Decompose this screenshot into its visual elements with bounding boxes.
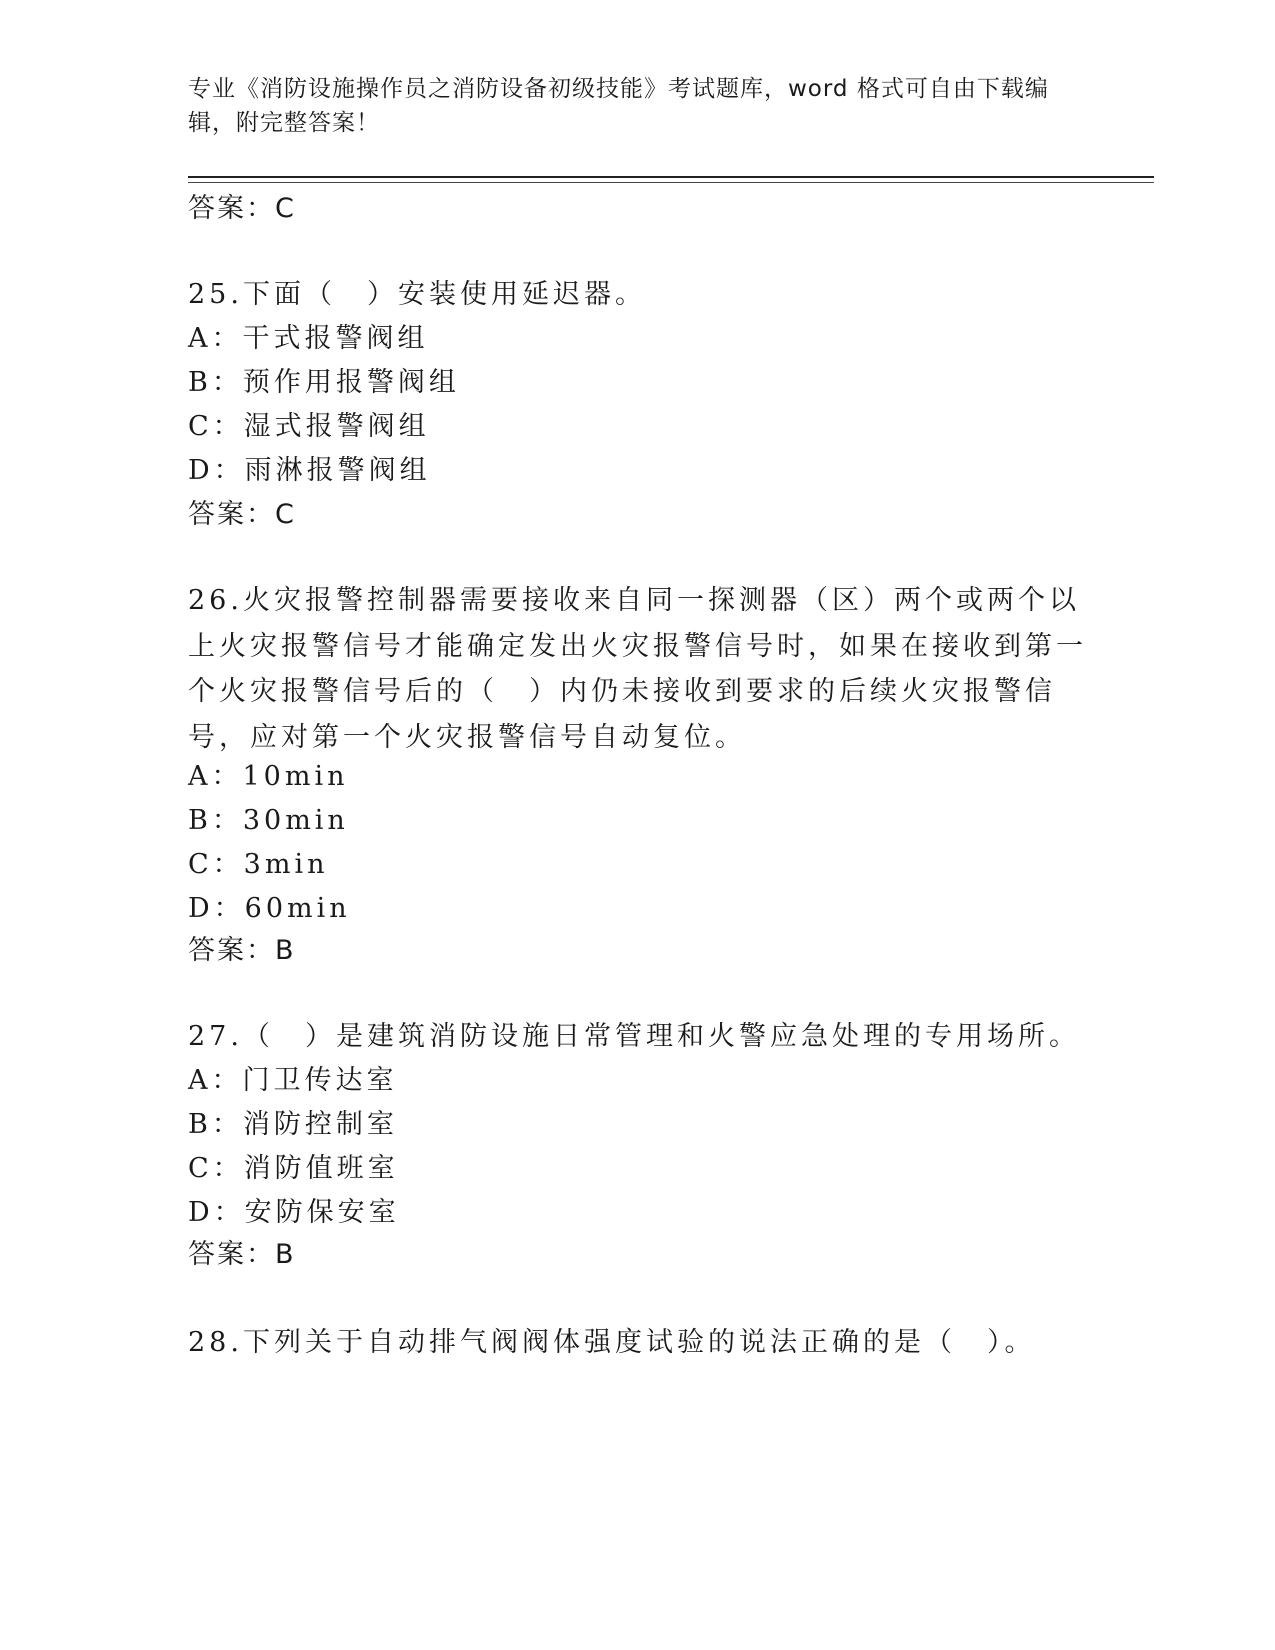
q26-option-b: B：30min bbox=[188, 805, 349, 836]
q27-option-b: B：消防控制室 bbox=[188, 1109, 398, 1140]
q27-option-c: C：消防值班室 bbox=[188, 1153, 399, 1184]
q25-option-c: C：湿式报警阀组 bbox=[188, 411, 430, 442]
question-25: 25.下面（ ）安装使用延迟器。 bbox=[188, 279, 646, 310]
q27-option-d: D：安防保安室 bbox=[188, 1197, 400, 1228]
header-divider-thin bbox=[188, 182, 1154, 183]
question-26: 26.火灾报警控制器需要接收来自同一探测器（区）两个或两个以上火灾报警信号才能确定发出火灾报警信号时，如果在接收到第一个火灾报警信号后的（ ）内仍未接收到要求的后续火灾报警信号，应对第一个火灾报警信号自动复位。 bbox=[188, 585, 1087, 753]
q25-option-b: B：预作用报警阀组 bbox=[188, 367, 460, 398]
q26-answer: 答案：B bbox=[188, 935, 296, 966]
header-divider bbox=[188, 176, 1154, 178]
q25-option-a: A：干式报警阀组 bbox=[188, 323, 429, 354]
question-28: 28.下列关于自动排气阀阀体强度试验的说法正确的是（ ）。 bbox=[188, 1327, 1036, 1358]
answer-24: 答案：C bbox=[188, 193, 296, 224]
q25-answer: 答案：C bbox=[188, 499, 296, 530]
q25-option-d: D：雨淋报警阀组 bbox=[188, 455, 431, 486]
q27-answer: 答案：B bbox=[188, 1239, 296, 1270]
q26-option-a: A：10min bbox=[188, 761, 349, 792]
q26-option-c: C：3min bbox=[188, 849, 329, 880]
page-header: 专业《消防设施操作员之消防设备初级技能》考试题库，word 格式可自由下载编辑，附完整答案！ bbox=[188, 76, 1049, 136]
q26-option-d: D：60min bbox=[188, 893, 351, 924]
question-27: 27.（ ）是建筑消防设施日常管理和火警应急处理的专用场所。 bbox=[188, 1021, 1080, 1052]
q27-option-a: A：门卫传达室 bbox=[188, 1065, 398, 1096]
